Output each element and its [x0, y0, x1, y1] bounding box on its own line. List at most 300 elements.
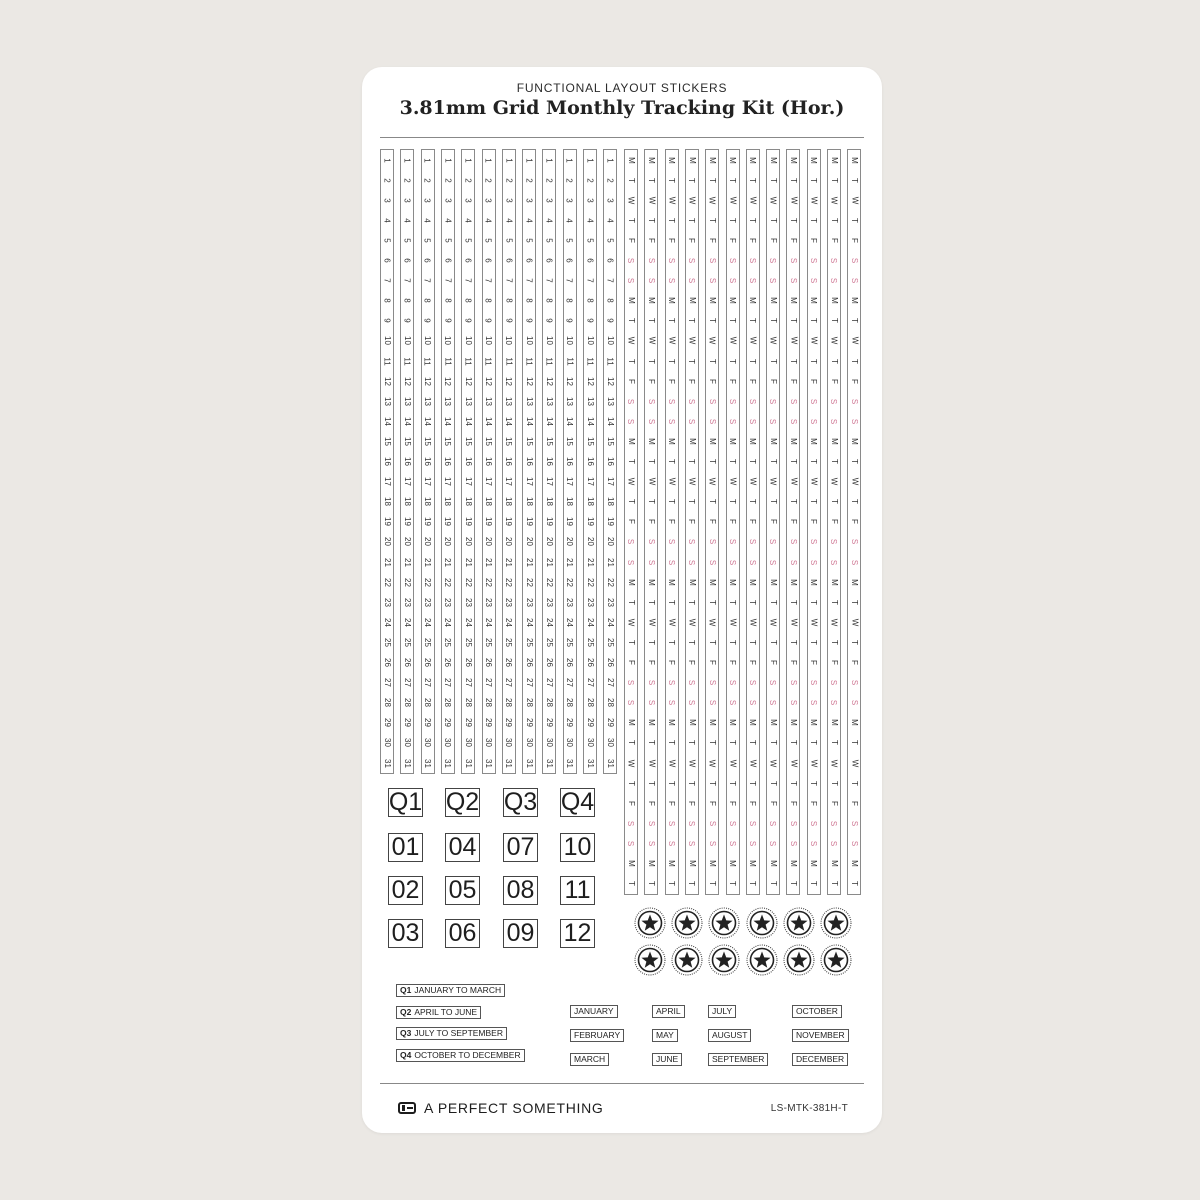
- weekday-cell: [727, 452, 739, 472]
- weekday-strip-4: [685, 149, 699, 895]
- weekday-cell: [747, 733, 759, 753]
- weekday-label: T: [646, 780, 656, 786]
- day-number-cell: [483, 371, 495, 391]
- weekday-cell: [787, 653, 799, 673]
- day-number-label: 24: [565, 617, 575, 627]
- weekday-label: F: [849, 519, 859, 525]
- weekday-label: W: [788, 337, 798, 345]
- day-number-label: 25: [484, 637, 493, 647]
- day-number-cell: [523, 592, 535, 612]
- weekday-cell: [787, 150, 799, 170]
- weekday-cell: [645, 391, 657, 411]
- day-number-cell: [422, 251, 434, 271]
- weekday-label: W: [829, 337, 839, 345]
- weekday-label: M: [687, 297, 697, 305]
- weekday-label: F: [727, 519, 737, 525]
- weekday-label: W: [646, 337, 656, 345]
- day-number-cell: [503, 210, 515, 230]
- day-number-cell: [483, 452, 495, 472]
- weekday-cell: [666, 552, 678, 572]
- weekday-label: S: [646, 700, 656, 706]
- weekday-label: S: [748, 820, 758, 827]
- day-number-cell: [381, 512, 393, 532]
- weekday-cell: [747, 371, 759, 391]
- weekday-cell: [645, 331, 657, 351]
- weekday-cell: [747, 351, 759, 371]
- weekday-cell: [787, 472, 799, 492]
- weekday-label: T: [748, 740, 758, 746]
- weekday-label: W: [849, 477, 859, 486]
- day-number-cell: [584, 512, 596, 532]
- weekday-cell: [747, 391, 759, 411]
- weekday-label: T: [727, 740, 737, 746]
- weekday-label: S: [809, 398, 819, 404]
- day-number-cell: [564, 291, 576, 311]
- weekday-label: T: [667, 358, 677, 364]
- day-number-label: 27: [524, 678, 534, 688]
- weekday-label: S: [748, 559, 758, 565]
- weekday-label: S: [728, 257, 737, 264]
- day-number-cell: [442, 512, 454, 532]
- day-number-label: 14: [565, 416, 575, 426]
- day-number-label: 12: [382, 376, 392, 386]
- weekday-cell: [706, 411, 718, 431]
- day-number-label: 10: [463, 336, 473, 346]
- weekday-label: S: [667, 840, 677, 847]
- day-number-cell: [503, 733, 515, 753]
- weekday-label: T: [707, 499, 717, 505]
- weekday-label: T: [809, 499, 819, 505]
- day-number-label: 6: [443, 258, 453, 263]
- weekday-cell: [686, 472, 698, 492]
- weekday-label: M: [727, 156, 737, 164]
- weekday-cell: [727, 492, 739, 512]
- day-number-label: 21: [565, 557, 575, 567]
- weekday-label: W: [646, 618, 656, 627]
- weekday-cell: [727, 833, 739, 853]
- weekday-cell: [645, 572, 657, 592]
- weekday-cell: [848, 371, 860, 391]
- weekday-cell: [848, 793, 860, 813]
- day-number-cell: [401, 431, 413, 451]
- day-number-label: 15: [565, 436, 575, 446]
- day-number-cell: [523, 371, 535, 391]
- star-badge-icon: [820, 944, 852, 976]
- day-number-label: 1: [605, 157, 615, 163]
- day-number-label: 18: [484, 497, 493, 507]
- day-number-label: 31: [443, 758, 453, 768]
- weekday-label: M: [809, 297, 819, 305]
- day-number-label: 9: [483, 318, 493, 324]
- weekday-cell: [686, 713, 698, 733]
- day-number-cell: [604, 612, 616, 632]
- weekday-cell: [787, 632, 799, 652]
- day-number-cell: [483, 512, 495, 532]
- weekday-label: T: [687, 639, 697, 645]
- day-number-cell: [422, 190, 434, 210]
- weekday-cell: [848, 411, 860, 431]
- day-number-label: 27: [484, 678, 493, 688]
- weekday-label: S: [849, 257, 859, 264]
- weekday-label: M: [768, 438, 778, 445]
- weekday-cell: [787, 552, 799, 572]
- day-number-label: 6: [524, 258, 534, 263]
- day-number-label: 8: [483, 298, 493, 303]
- day-number-cell: [543, 472, 555, 492]
- day-number-label: 23: [484, 597, 493, 607]
- weekday-cell: [706, 291, 718, 311]
- weekday-cell: [808, 653, 820, 673]
- weekday-label: F: [687, 237, 697, 243]
- weekday-label: W: [687, 337, 697, 345]
- day-number-cell: [584, 632, 596, 652]
- weekday-label: W: [849, 196, 859, 205]
- day-number-label: 20: [443, 537, 453, 547]
- weekday-label: S: [829, 257, 839, 264]
- day-number-strip-4: [441, 149, 455, 774]
- day-number-cell: [503, 351, 515, 371]
- weekday-cell: [767, 452, 779, 472]
- weekday-label: S: [768, 840, 778, 847]
- weekday-label: W: [667, 618, 677, 627]
- weekday-label: S: [809, 679, 819, 686]
- weekday-label: S: [646, 539, 656, 545]
- day-number-label: 11: [605, 356, 615, 366]
- day-number-label: 20: [402, 537, 412, 547]
- day-number-label: 8: [605, 298, 615, 303]
- day-number-label: 10: [544, 336, 554, 346]
- day-number-cell: [381, 371, 393, 391]
- weekday-cell: [828, 753, 840, 773]
- weekday-label: T: [748, 881, 758, 887]
- weekday-label: S: [667, 559, 677, 565]
- weekday-label: T: [687, 217, 697, 223]
- weekday-label: S: [687, 257, 697, 264]
- weekday-cell: [706, 753, 718, 773]
- day-number-cell: [564, 190, 576, 210]
- weekday-cell: [645, 632, 657, 652]
- day-number-cell: [604, 653, 616, 673]
- weekday-label: F: [748, 660, 758, 665]
- weekday-label: T: [829, 177, 839, 183]
- day-number-cell: [401, 291, 413, 311]
- weekday-label: S: [829, 679, 839, 686]
- quarter-tag-text: JANUARY TO MARCH: [414, 985, 502, 995]
- day-number-cell: [483, 271, 495, 291]
- weekday-cell: [645, 773, 657, 793]
- weekday-cell: [686, 431, 698, 451]
- day-number-label: 1: [463, 157, 473, 163]
- weekday-cell: [727, 632, 739, 652]
- star-badge-icon: [820, 907, 852, 939]
- weekday-label: W: [849, 337, 859, 345]
- day-number-cell: [543, 431, 555, 451]
- weekday-cell: [625, 673, 637, 693]
- day-number-label: 22: [524, 577, 534, 587]
- weekday-label: W: [809, 337, 819, 345]
- day-number-label: 8: [463, 298, 473, 303]
- weekday-label: T: [768, 881, 778, 887]
- day-number-label: 3: [504, 198, 514, 203]
- day-number-cell: [604, 492, 616, 512]
- day-number-cell: [483, 291, 495, 311]
- weekday-cell: [747, 512, 759, 532]
- day-number-label: 5: [585, 238, 595, 243]
- weekday-cell: [686, 371, 698, 391]
- day-number-label: 23: [605, 597, 615, 607]
- day-number-cell: [604, 733, 616, 753]
- day-number-label: 7: [382, 278, 392, 283]
- weekday-label: S: [707, 820, 717, 827]
- day-number-label: 29: [524, 718, 534, 728]
- day-number-cell: [462, 311, 474, 331]
- day-number-label: 5: [382, 238, 392, 243]
- weekday-cell: [625, 190, 637, 210]
- day-number-cell: [442, 190, 454, 210]
- day-number-cell: [401, 391, 413, 411]
- weekday-cell: [666, 271, 678, 291]
- weekday-cell: [706, 492, 718, 512]
- weekday-cell: [787, 592, 799, 612]
- day-number-cell: [442, 713, 454, 733]
- weekday-cell: [727, 753, 739, 773]
- weekday-cell: [727, 653, 739, 673]
- day-number-cell: [503, 753, 515, 773]
- day-number-cell: [503, 693, 515, 713]
- weekday-label: T: [667, 780, 677, 786]
- weekday-label: S: [667, 257, 677, 264]
- weekday-label: M: [748, 719, 758, 727]
- day-number-label: 10: [504, 336, 514, 346]
- weekday-cell: [706, 452, 718, 472]
- day-number-cell: [442, 552, 454, 572]
- day-number-cell: [564, 170, 576, 190]
- day-number-cell: [543, 230, 555, 250]
- day-number-cell: [483, 653, 495, 673]
- weekday-cell: [686, 492, 698, 512]
- weekday-cell: [645, 492, 657, 512]
- weekday-cell: [727, 874, 739, 894]
- day-number-cell: [543, 291, 555, 311]
- weekday-cell: [828, 572, 840, 592]
- day-number-label: 26: [504, 658, 514, 667]
- day-number-cell: [604, 592, 616, 612]
- day-number-label: 17: [504, 477, 514, 487]
- weekday-cell: [747, 190, 759, 210]
- day-number-label: 13: [402, 396, 412, 406]
- day-number-label: 29: [504, 718, 514, 728]
- day-number-label: 16: [463, 457, 473, 466]
- weekday-label: T: [788, 639, 798, 645]
- weekday-label: T: [646, 599, 656, 605]
- weekday-cell: [747, 653, 759, 673]
- weekday-cell: [767, 713, 779, 733]
- weekday-cell: [686, 874, 698, 894]
- weekday-label: W: [849, 618, 859, 627]
- day-number-label: 20: [504, 537, 514, 547]
- day-number-label: 15: [484, 436, 493, 446]
- day-number-cell: [381, 612, 393, 632]
- weekday-label: T: [626, 318, 636, 324]
- day-number-label: 23: [463, 597, 473, 607]
- day-number-label: 8: [565, 298, 575, 303]
- weekday-cell: [828, 632, 840, 652]
- weekday-cell: [828, 733, 840, 753]
- weekday-label: S: [748, 700, 758, 706]
- day-number-cell: [401, 271, 413, 291]
- weekday-cell: [666, 592, 678, 612]
- weekday-label: W: [626, 759, 636, 767]
- weekday-cell: [706, 170, 718, 190]
- weekday-cell: [848, 773, 860, 793]
- day-number-label: 20: [605, 537, 615, 547]
- weekday-cell: [727, 612, 739, 632]
- day-number-label: 1: [565, 157, 575, 163]
- day-number-label: 21: [504, 557, 514, 567]
- weekday-cell: [625, 271, 637, 291]
- day-number-label: 17: [544, 477, 554, 487]
- weekday-cell: [645, 833, 657, 853]
- weekday-cell: [747, 673, 759, 693]
- day-number-cell: [564, 271, 576, 291]
- weekday-cell: [808, 833, 820, 853]
- day-number-cell: [564, 210, 576, 230]
- weekday-label: S: [768, 539, 778, 545]
- weekday-cell: [686, 411, 698, 431]
- weekday-label: S: [849, 418, 859, 425]
- day-number-cell: [422, 150, 434, 170]
- day-number-label: 25: [605, 637, 615, 647]
- day-number-cell: [503, 532, 515, 552]
- day-number-label: 20: [524, 537, 534, 547]
- weekday-cell: [666, 230, 678, 250]
- day-number-label: 26: [463, 658, 473, 667]
- weekday-cell: [828, 793, 840, 813]
- weekday-strip-2: [644, 149, 658, 895]
- weekday-label: S: [626, 539, 636, 545]
- weekday-cell: [787, 170, 799, 190]
- weekday-label: T: [829, 459, 839, 464]
- weekday-label: S: [687, 840, 697, 847]
- weekday-label: S: [646, 679, 656, 686]
- day-number-label: 29: [443, 718, 453, 728]
- weekday-cell: [767, 210, 779, 230]
- weekday-label: F: [626, 378, 636, 384]
- weekday-cell: [808, 391, 820, 411]
- weekday-label: S: [626, 840, 636, 847]
- day-number-cell: [381, 170, 393, 190]
- day-number-cell: [462, 190, 474, 210]
- day-number-cell: [483, 251, 495, 271]
- weekday-cell: [787, 532, 799, 552]
- weekday-label: T: [707, 780, 717, 786]
- weekday-label: W: [809, 196, 819, 205]
- weekday-cell: [706, 572, 718, 592]
- weekday-cell: [808, 713, 820, 733]
- day-number-strip-10: [563, 149, 577, 774]
- weekday-cell: [645, 592, 657, 612]
- day-number-label: 10: [402, 336, 412, 346]
- weekday-cell: [828, 833, 840, 853]
- weekday-cell: [828, 472, 840, 492]
- day-number-label: 20: [463, 537, 473, 547]
- weekday-cell: [706, 311, 718, 331]
- weekday-label: T: [788, 780, 798, 786]
- weekday-cell: [706, 733, 718, 753]
- day-number-cell: [543, 532, 555, 552]
- weekday-label: T: [667, 639, 677, 645]
- day-number-cell: [564, 230, 576, 250]
- day-number-cell: [381, 492, 393, 512]
- day-number-label: 16: [402, 457, 412, 466]
- weekday-label: M: [667, 860, 677, 867]
- day-number-label: 6: [504, 258, 514, 263]
- weekday-cell: [625, 592, 637, 612]
- weekday-label: T: [849, 358, 859, 364]
- weekday-strip-3: [665, 149, 679, 895]
- day-number-label: 20: [565, 537, 575, 547]
- day-number-label: 22: [565, 577, 575, 587]
- day-number-label: 31: [463, 758, 473, 768]
- day-number-label: 30: [524, 738, 534, 748]
- weekday-label: S: [768, 679, 778, 686]
- weekday-cell: [706, 773, 718, 793]
- day-number-label: 1: [524, 157, 534, 163]
- day-number-cell: [401, 311, 413, 331]
- day-number-label: 8: [423, 298, 433, 303]
- weekday-label: S: [667, 700, 677, 706]
- weekday-label: S: [646, 820, 656, 827]
- weekday-label: T: [727, 358, 737, 364]
- weekday-label: T: [788, 358, 798, 364]
- weekday-cell: [767, 391, 779, 411]
- day-number-cell: [543, 351, 555, 371]
- weekday-cell: [686, 331, 698, 351]
- weekday-cell: [706, 371, 718, 391]
- day-number-strip-8: [522, 149, 536, 774]
- weekday-cell: [625, 753, 637, 773]
- day-number-cell: [381, 592, 393, 612]
- weekday-label: M: [748, 297, 758, 305]
- weekday-cell: [625, 452, 637, 472]
- day-number-cell: [543, 653, 555, 673]
- day-number-label: 2: [565, 177, 575, 183]
- weekday-cell: [787, 793, 799, 813]
- weekday-label: S: [809, 277, 819, 284]
- day-number-label: 16: [585, 457, 595, 466]
- day-number-cell: [381, 411, 393, 431]
- weekday-label: M: [707, 719, 717, 727]
- day-number-cell: [462, 693, 474, 713]
- weekday-label: S: [687, 700, 697, 706]
- weekday-label: F: [727, 378, 737, 384]
- weekday-label: S: [829, 539, 839, 545]
- weekday-label: T: [748, 499, 758, 505]
- day-number-label: 12: [504, 376, 514, 386]
- day-number-cell: [523, 431, 535, 451]
- day-number-cell: [483, 331, 495, 351]
- weekday-cell: [686, 532, 698, 552]
- weekday-label: S: [626, 679, 636, 686]
- number-box: 04: [445, 833, 480, 862]
- weekday-cell: [828, 230, 840, 250]
- weekday-label: T: [809, 599, 819, 605]
- weekday-cell: [666, 713, 678, 733]
- day-number-cell: [483, 472, 495, 492]
- day-number-cell: [543, 512, 555, 532]
- day-number-cell: [604, 271, 616, 291]
- day-number-label: 31: [382, 758, 392, 768]
